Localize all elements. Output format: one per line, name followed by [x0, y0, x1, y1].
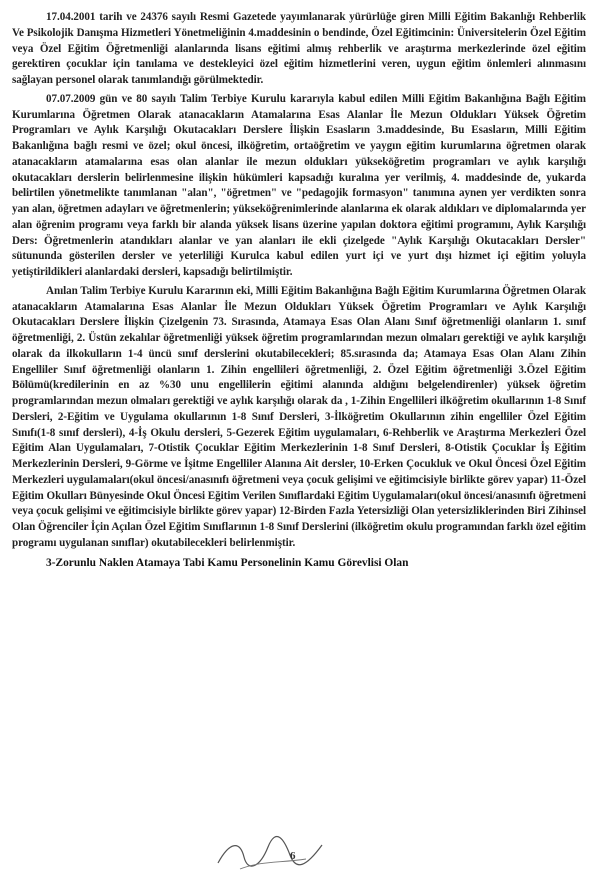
signature-icon — [210, 833, 330, 873]
page-number: 6 — [290, 850, 296, 862]
paragraph-1: 17.04.2001 tarih ve 24376 sayılı Resmi Gazetede yayımlanarak yürürlüğe giren Milli Eğitim Bakanlığı Rehberlik Ve Psikolojik Danışma Hizmetleri Yönetmeliğinin 4.maddesinin o bendinde, Özel Eğitimcinin: Üniversitelerin Özel Eğitim veya Özel Eğitim Öğretmenliği alanlarında lisans eğitimi almış rehberlik ve araştırma merkezlerinde özel eğitim gerektiren çocuklar için tanılama ve destekleyici özel eğitim hizmetlerini veren, uygun eğitim önlemleri alınmasını sağlayan personel olarak tanımlandığı görülmektedir. — [12, 11, 586, 86]
section-heading: 3-Zorunlu Naklen Atamaya Tabi Kamu Personelinin Kamu Görevlisi Olan — [46, 556, 409, 569]
paragraph-2: 07.07.2009 gün ve 80 sayılı Talim Terbiye Kurulu kararıyla kabul edilen Milli Eğitim Bakanlığına Bağlı Eğitim Kurumlarına Öğretmen Olarak atanacakların Atamalarına Esas Alanlar İle Mezun Oldukları Yüksek Öğretim Programları ve Aylık Karşılığı Okutacakları Derslere İlişkin Esasların 3.maddesinde, Bu Esasların, Milli Eğitim Bakanlığına bağlı resmi ve özel; okul öncesi, ilköğretim, ortaöğretim ve yaygın eğitim kurumlarına öğretmen olarak atanacakların atamalarına esas olan alanlar ile mezun oldukları yükseköğretim programları ve aylık karşılığı okutacakları derslerin belirlenmesine ilişkin hükümleri kapsadığı kuralına yer verilmiş, 4. maddesinde de, yukarda belirtilen yönetmelikte tanımlanan "alan", "öğretmen" ve "pedagojik formasyon" tanımına aynen yer verdikten sonra yan alan, öğretmen adayları ve öğretmenlerin; yükseköğrenimlerinde alanlarına ek olarak aldıkları ve diplomalarında yer alan öğrenim programı veya farklı bir alanda yüksek lisans üzerine yapılan doktora eğitimi programını, Aylık Karşılığı Ders: Öğretmenlerin atandıkları alanlar ve yan alanları ile ekli çizelgede "Aylık Karşılığı Okutacakları Dersler" sütununda gösterilen dersler ve yeterliliği Kurulca kabul edilen yurt içi ve yurt dışı hizmet içi eğitim yoluyla yetiştirildikleri alanlardaki dersleri, kapsadığı belirtilmiştir. — [12, 92, 586, 278]
paragraph-3: Anılan Talim Terbiye Kurulu Kararının eki, Milli Eğitim Bakanlığına Bağlı Eğitim Kurumlarına Öğretmen Olarak atanacakların Atamalarına Esas Alanlar İle Mezun Oldukları Yüksek Öğretim Programları ve Aylık Karşılığı Okutacakları Derslere İlişkin Çizelgenin 73. Sırasında, Atamaya Esas Olan Alanı Sınıf öğretmenliği olanların 1. sınıf öğretmenliği, 2. Üstün zekalılar öğretmenliği yüksek öğretim programlarından mezun olmaları gerektiği ve aylık karşılığı olarak da ilkokulların 1-4 üncü sınıf derslerini okutabilecekleri; 85.sırasında da; Atamaya Esas Olan Alanı Zihin Engelliler Sınıf öğretmenliği olanların 1. Zihin engellileri öğretmenliği, 2. Özel Eğitim öğretmenliği 3.Özel Eğitim Bölümü(kredilerinin en az %30 unu engellilerin eğitimi alanında aldığını belgelendirenler) yüksek öğretim programlarından mezun olmaları gerektiği ve aylık karşılığı olarak da , 1-Zihin Engellileri ilköğretim okullarının 1-8 Sınıf Dersleri, 2-Eğitim ve Uygulama okullarının 1-8 Sınıf Dersleri, 3-İlköğretim Okullarının zihin engelliler Özel Eğitim Sınıfı(1-8 sınıf dersleri), 4-İş Okulu dersleri, 5-Gezerek Eğitim uygulamaları, 6-Rehberlik ve Araştırma Merkezleri Özel Eğitim Alan Uygulamaları, 7-Otistik Çocuklar Eğitim Merkezlerinin 1-8 Sınıf Dersleri, 8-Otistik Çocuklar İş Eğitim Merkezlerinin Dersleri, 9-Görme ve İşitme Engelliler Alanına Ait dersler, 10-Erken Çocukluk ve Okul Öncesi Özel Eğitim Merkezleri uygulamaları(okul öncesi/anasınıfı öğretmeni veya çocuk gelişimi ve eğitimcisiyle birlikte görev yapar) 11-Özel Eğitim Okulları Bünyesinde Okul Öncesi Eğitim Verilen Sınıflardaki Eğitim Uygulamaları(okul öncesi/anasınıfı öğretmeni veya çocuk gelişimi ve eğitimcisiyle birlikte görev yapar) 12-Birden Fazla Yetersizliği Olan yetersizliklerinden Biri Zihinsel Olan Öğrenciler İçin Açılan Özel Eğitim Sınıflarının 1-8 Sınıf Derslerini (ilköğretim okulu programından farklı özel eğitim programı uygulanan sınıflar) okutabilecekleri belirlenmiştir. — [12, 284, 586, 549]
